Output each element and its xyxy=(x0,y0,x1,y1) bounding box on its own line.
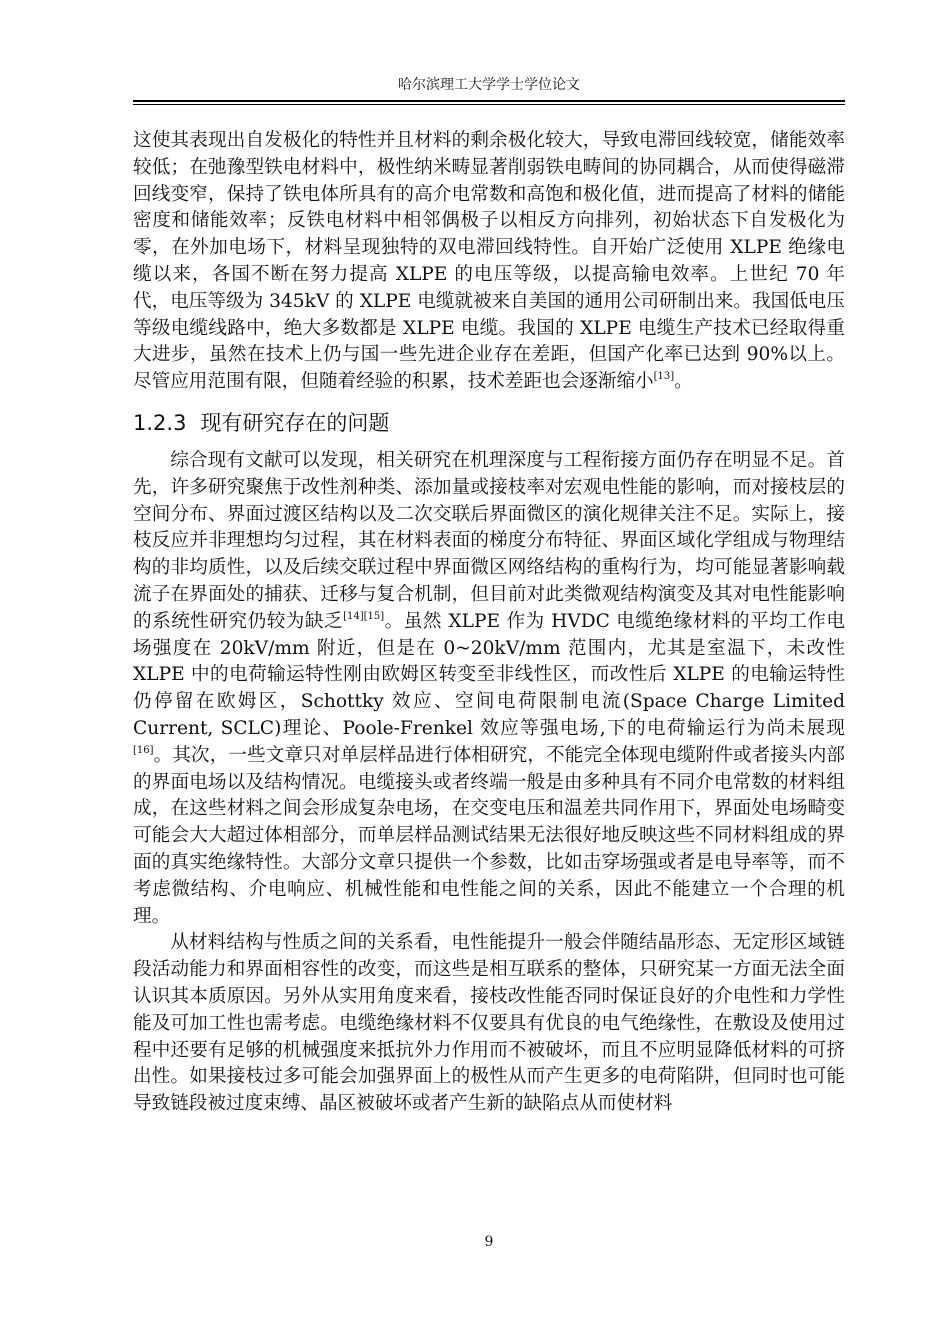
paragraph-1 xyxy=(133,128,845,396)
paragraph-3: 从材料结构与性质之间的关系看，电性能提升一般会伴随结晶形态、无定形区域链段活动能力和界面相容性的改变，而这些是相互联系的整体，只研究某一方面无法全面认识其本质原因。另外从实用角度来看，接枝改性能否同时保证良好的介电性和力学性能及可加工性也需考虑。电缆绝缘材料不仅要具有优良的电气绝缘性，在敷设及使用过程中还要有足够的机械强度来抵抗外力作用而不被破坏，而且不应明显降低材料的可挤出性。如果接枝过多可能会加强界面上的极性从而产生更多的电荷陷阱，但同时也可能导致链段被过度束缚、晶区被破坏或者产生新的缺陷点从而使材料 xyxy=(133,932,845,1115)
paragraph-2c-text: 。其次，一些文章只对单层样品进行体相研究，不能完全体现电缆附件或者接头内部的界面电场以及结构情况。电缆接头或者终端一般是由多种具有不同介电常数的材料组成，在这些材料之间会形成复杂电场，在交变电压和温差共同作用下，界面处电场畸变可能会大大超过体相部分，而单层样品测试结果无法很好地反映这些不同材料组成的界面的真实绝缘特性。大部分文章只提供一个参数，比如击穿场强或者是电导率等，而不考虑微结构、介电响应、机械性能和电性能之间的关系，因此不能建立一个合理的机理。 xyxy=(133,744,845,927)
page-number: 9 xyxy=(484,1234,494,1250)
header-rule-thick xyxy=(133,100,845,102)
section-title: 现有研究存在的问题 xyxy=(200,410,390,435)
citation-14-15: [14][15] xyxy=(343,610,385,622)
page-body xyxy=(133,128,845,1118)
section-heading xyxy=(133,408,845,438)
citation-13: [13] xyxy=(653,371,675,383)
paragraph-1-text: 这使其表现出自发极化的特性并且材料的剩余极化较大，导致电滞回线较宽，储能效率较低；在弛豫型铁电材料中，极性纳米畴显著削弱铁电畴间的协同耦合，从而使得磁滞回线变窄，保持了铁电体所具有的高介电常数和高饱和极化值，进而提高了材料的储能密度和储能效率；反铁电材料中相邻偶极子以相反方向排列，初始状态下自发极化为零，在外加电场下，材料呈现独特的双电滞回线特性。自开始广泛使用 XLPE 绝缘电缆以来，各国不断在努力提高 XLPE 的电压等级，以提高输电效率。上世纪 70 年代，电压等级为 345kV 的 XLPE 电缆就被来自美国的通用公司研制出来。我国低电压等级电缆线路中，绝大多数都是 XLPE 电缆。我国的 XLPE 电缆生产技术已经取得重大进步，虽然在技术上仍与国一些先进企业存在差距，但国产化率已达到 90%以上。尽管应用范围有限，但随着经验的积累，技术差距也会逐渐缩小 xyxy=(133,130,845,393)
citation-16: [16] xyxy=(133,744,154,756)
running-header: 哈尔滨理工大学学士学位论文 xyxy=(398,77,580,93)
paragraph-2b-text: 。虽然 XLPE 作为 HVDC 电缆绝缘材料的平均工作电场强度在 20kV/mm 附近，但是在 0~20kV/mm 范围内，尤其是室温下，未改性 XLPE 中的电荷输运特性刚由欧姆区转变至非线性区，而改性后 XLPE 的电输运特性仍停留在欧姆区，Schottky 效应、空间电荷限制电流(Space Charge Limited Current, SCLC)理论、Poole-Frenkel 效应等强电场,下的电荷输运行为尚未展现 xyxy=(133,610,845,739)
paragraph-2a-text: 综合现有文献可以发现，相关研究在机理深度与工程衔接方面仍存在明显不足。首先，许多研究聚焦于改性剂种类、添加量或接枝率对宏观电性能的影响，而对接枝层的空间分布、界面过渡区结构以及二次交联后界面微区的演化规律关注不足。实际上，接枝反应并非理想均匀过程，其在材料表面的梯度分布特征、界面区域化学组成与物理结构的非均质性，以及后续交联过程中界面微区网络结构的重构行为，均可能显著影响载流子在界面处的捕获、迁移与复合机制，但目前对此类微观结构演变及其对电性能影响的系统性研究仍较为缺乏 xyxy=(133,449,845,632)
header-rule-thin xyxy=(133,104,845,105)
paragraph-2 xyxy=(133,448,845,930)
section-number: 1.2.3 xyxy=(133,410,187,435)
paragraph-1-end: 。 xyxy=(674,371,693,393)
